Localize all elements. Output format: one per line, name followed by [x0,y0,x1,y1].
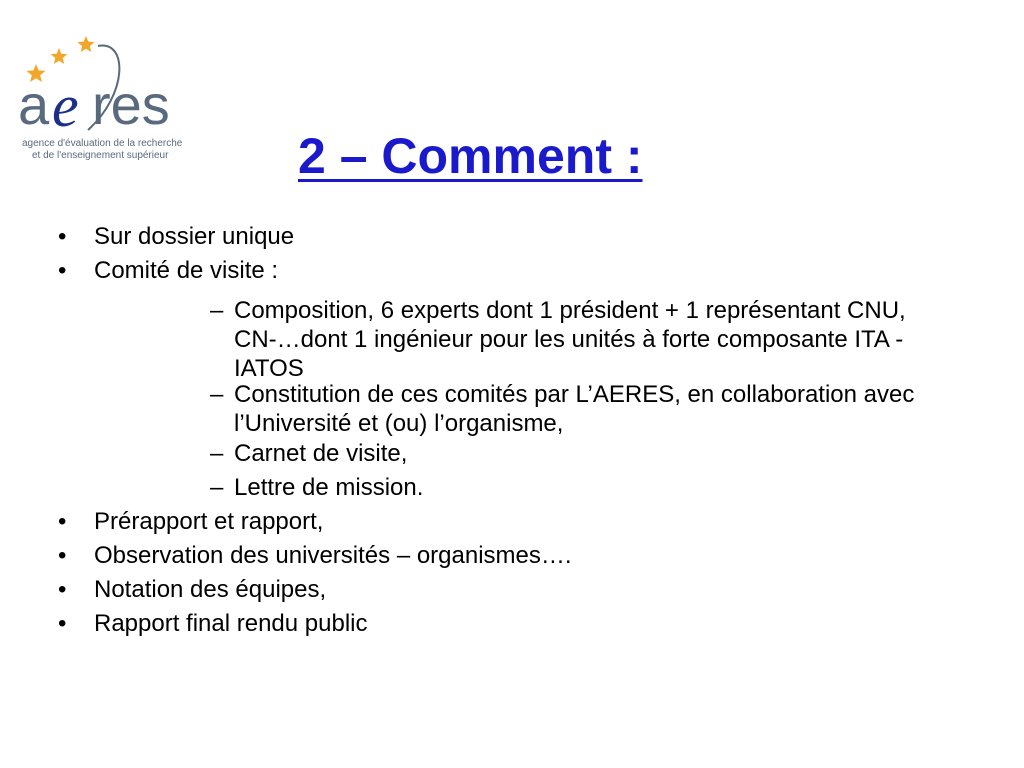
bullet-marker: • [58,508,67,535]
logo-letter-e: e [52,73,79,139]
bullet-text: Prérapport et rapport, [94,508,324,535]
bullet-text: Rapport final rendu public [94,610,368,637]
star-icon [78,36,95,52]
logo-tagline-1: agence d'évaluation de la recherche [22,138,183,149]
bullet-marker: • [58,223,67,250]
dash-marker: – [210,381,224,408]
logo-tagline-2: et de l'enseignement supérieur [32,150,169,161]
aeres-logo [18,34,198,164]
bullet-marker: • [58,257,67,284]
bullet-text: Constitution de ces comités par L’AERES, en collaboration avec l’Université et (ou) l’organisme, [234,381,915,437]
bullet-text: Notation des équipes, [94,576,327,603]
logo-letters-res: res [92,73,170,136]
aeres-logo-graphic [18,34,198,164]
bullet-text: Comité de visite : [94,257,279,284]
slide-title: 2 – Comment : [298,128,643,184]
bullet-text: Sur dossier unique [94,223,295,250]
dash-marker: – [210,297,224,324]
dash-marker: – [210,474,224,501]
dash-marker: – [210,440,224,467]
logo-letter-a: a [18,73,50,136]
bullet-text: Lettre de mission. [234,474,424,501]
bullet-text: Observation des universités – organismes…. [94,542,572,569]
bullet-marker: • [58,542,67,569]
bullet-text: Composition, 6 experts dont 1 président + 1 représentant CNU, CN-…dont 1 ingénieur pour les unités à forte composante ITA - IATOS [234,297,906,382]
star-icon [51,48,68,64]
bullet-marker: • [58,576,67,603]
bullet-marker: • [58,610,67,637]
bullet-text: Carnet de visite, [234,440,408,467]
